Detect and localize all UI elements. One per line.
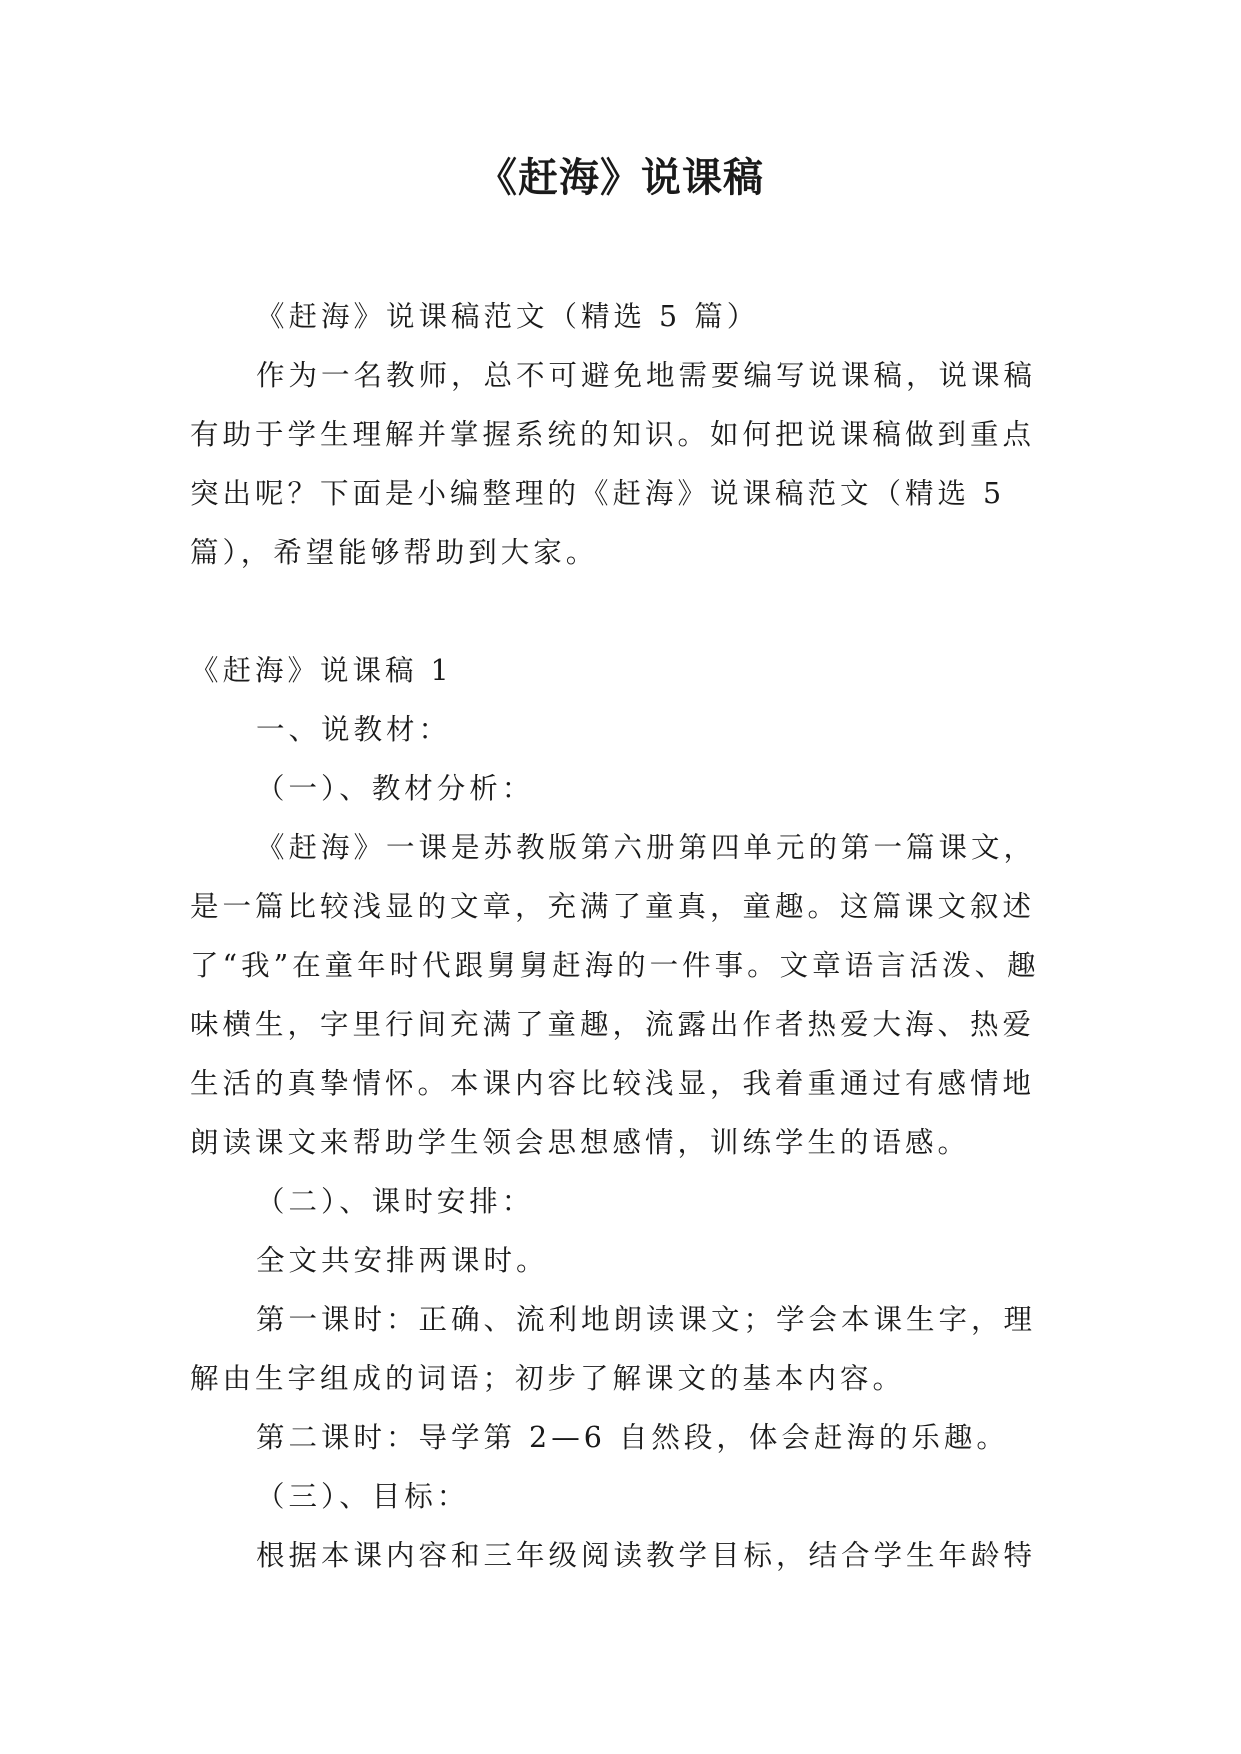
paragraph-lesson-1: 第一课时：正确、流利地朗读课文；学会本课生字，理解由生字组成的词语；初步了解课文的基本内容。 xyxy=(190,1303,1037,1395)
paragraph-spacer xyxy=(190,582,1050,641)
paragraph-subheading-1: （一）、教材分析： xyxy=(256,772,535,805)
section-heading: 《赶海》说课稿 1 xyxy=(190,654,453,687)
document-title: 《赶海》说课稿 xyxy=(477,155,764,201)
paragraph-subheading-2: （二）、课时安排： xyxy=(256,1185,535,1218)
paragraph-lesson-2: 第二课时：导学第 2—6 自然段，体会赶海的乐趣。 xyxy=(256,1421,1009,1454)
paragraph-schedule: 全文共安排两课时。 xyxy=(256,1244,549,1277)
paragraph-analysis: 《赶海》一课是苏教版第六册第四单元的第一篇课文，是一篇比较浅显的文章，充满了童真，童趣。这篇课文叙述了“我”在童年时代跟舅舅赶海的一件事。文章语言活泼、趣味横生，字里行间充满了童趣，流露出作者热爱大海、热爱生活的真挚情怀。本课内容比较浅显，我着重通过有感情地朗读课文来帮助学生领会思想感情，训练学生的语感。 xyxy=(190,831,1040,1159)
paragraph-intro: 作为一名教师，总不可避免地需要编写说课稿，说课稿有助于学生理解并掌握系统的知识。如何把说课稿做到重点突出呢？下面是小编整理的《赶海》说课稿范文（精选 5 篇），希望能够帮助到大家。 xyxy=(190,359,1037,569)
paragraph-goals: 根据本课内容和三年级阅读教学目标，结合学生年龄特 xyxy=(256,1539,1037,1572)
paragraph-intro-heading: 《赶海》说课稿范文（精选 5 篇） xyxy=(256,300,760,333)
document-body xyxy=(190,287,1050,1585)
paragraph-subheading-3: （三）、目标： xyxy=(256,1480,470,1513)
paragraph-heading-1: 一、说教材： xyxy=(256,713,452,746)
